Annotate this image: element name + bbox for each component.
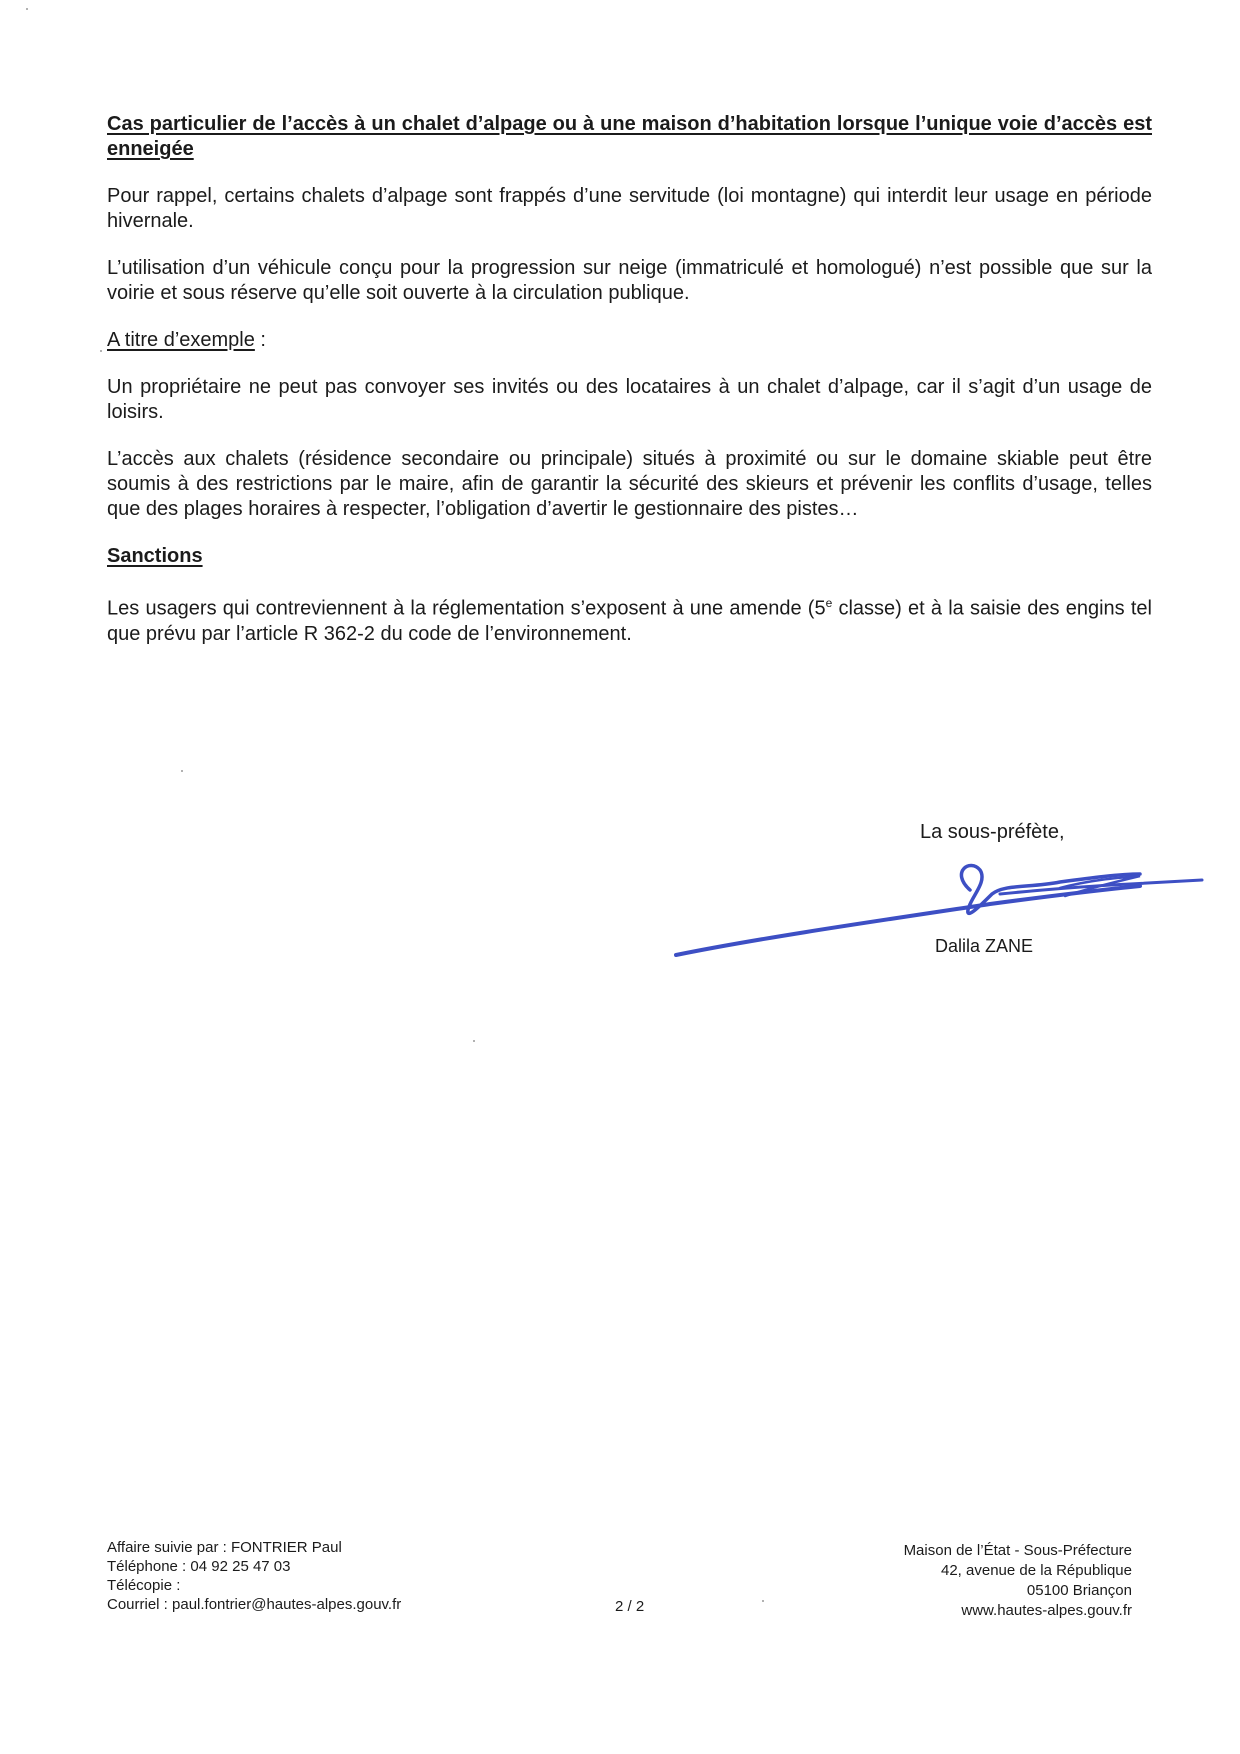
footer-followed-by: Affaire suivie par : FONTRIER Paul [107,1539,342,1556]
footer-contact [107,1538,401,1614]
section-heading-chalet-access: Cas particulier de l’accès à un chalet d’alpage ou à une maison d’habitation lorsque l’unique voie d’accès est enneigée [107,113,1152,160]
example-label-suffix: : [254,329,266,351]
section-heading-sanctions: Sanctions [107,545,203,567]
paragraph-sanctions [107,591,1152,647]
paragraph-owner-example: Un propriétaire ne peut pas convoyer ses invités ou des locataires à un chalet d’alpage, car il s’agit d’un usage de loisirs. [107,376,1152,423]
letter-body [107,112,1152,669]
footer-phone: Téléphone : 04 92 25 47 03 [107,1558,291,1575]
signature-main-stroke [676,886,1140,955]
scan-speck [100,350,102,352]
page-number: 2 / 2 [615,1598,645,1615]
scan-speck [26,8,28,10]
scan-speck [762,1600,764,1602]
scan-speck [473,1040,475,1042]
sanctions-superscript: e [825,596,833,610]
paragraph-snow-vehicle: L’utilisation d’un véhicule conçu pour la progression sur neige (immatriculé et homologué) n’est possible que sur la voirie et sous réserve qu’elle soit ouverte à la circulation publique. [107,257,1152,304]
footer-website: www.hautes-alpes.gouv.fr [961,1602,1132,1619]
footer-street: 42, avenue de la République [941,1562,1132,1579]
scan-speck [181,770,183,772]
footer-fax: Télécopie : [107,1577,181,1594]
example-label: A titre d’exemple [107,329,255,351]
footer-email: Courriel : paul.fontrier@hautes-alpes.gouv.fr [107,1596,402,1613]
signature-block [670,820,1230,970]
footer-address [904,1541,1132,1621]
footer-office-name: Maison de l’État - Sous-Préfecture [903,1542,1132,1559]
paragraph-ski-area-access: L’accès aux chalets (résidence secondaire ou principale) situés à proximité ou sur le domaine skiable peut être soumis à des restrictions par le maire, afin de garantir la sécurité des skieurs et prévenir les conflits d’usage, telles que des plages horaires à respecter, l’obligation d’avertir le gestionnaire des pistes… [107,448,1152,520]
sanctions-text-start: Les usagers qui contreviennent à la réglementation s’exposent à une amende (5 [107,597,826,620]
footer-city: 05100 Briançon [1026,1582,1132,1599]
sanctions-text-end: classe) et à la saisie des engins tel que prévu par l’article R 362-2 du code de l’environnement. [107,597,1152,645]
signatory-name: Dalila ZANE [935,936,1034,956]
example-label-line [107,328,1152,353]
signatory-title: La sous-préfète, [920,821,1065,843]
paragraph-servitude: Pour rappel, certains chalets d’alpage sont frappés d’une servitude (loi montagne) qui interdit leur usage en période hivernale. [107,185,1152,232]
